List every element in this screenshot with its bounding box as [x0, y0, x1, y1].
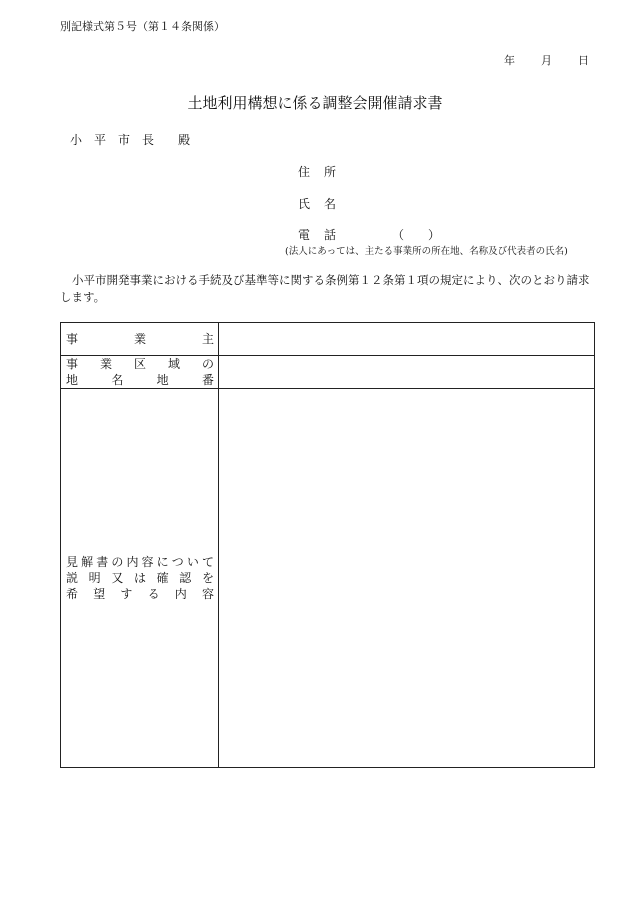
addressee-char: 市 [118, 133, 131, 147]
request-statement: 小平市開発事業における手続及び基準等に関する条例第１２条第１項の規定により、次のとおり請求します。 [60, 273, 590, 304]
date-year-label: 年 [504, 54, 515, 67]
site-location-value[interactable] [219, 356, 595, 389]
addressee-char: 小 [70, 133, 83, 147]
business-owner-label: 事 業 主 [61, 323, 219, 356]
addressee [70, 131, 190, 148]
addressee-char: 平 [94, 133, 107, 147]
site-location-label: 事 業 区 域 の 地 名 地 番 [61, 356, 219, 389]
name-label: 氏 名 [298, 197, 337, 211]
form-number: 別記様式第５号（第１４条関係） [60, 20, 225, 33]
corporation-note: (法人にあっては、主たる事業所の所在地、名称及び代表者の氏名) [285, 246, 568, 257]
date-day-label: 日 [578, 54, 589, 67]
address-label: 住 所 [298, 165, 337, 179]
addressee-honorific: 殿 [178, 133, 191, 147]
phone-label: 電 話 [298, 228, 337, 242]
date-month-label: 月 [541, 54, 552, 67]
table-row-business-owner [61, 323, 595, 356]
addressee-char: 長 [142, 133, 155, 147]
table-row-request-content [61, 389, 595, 768]
table-row-site-location [61, 356, 595, 389]
business-owner-value[interactable] [219, 323, 595, 356]
phone-parentheses: （ ） [392, 228, 441, 242]
request-content-label: 見 解 書 の 内 容 に つ い て 説 明 又 は 確 認 を 希 望 す る 内 容 [61, 389, 219, 768]
document-title: 土地利用構想に係る調整会開催請求書 [187, 94, 443, 112]
request-content-value[interactable] [219, 389, 595, 768]
request-table [60, 322, 595, 768]
